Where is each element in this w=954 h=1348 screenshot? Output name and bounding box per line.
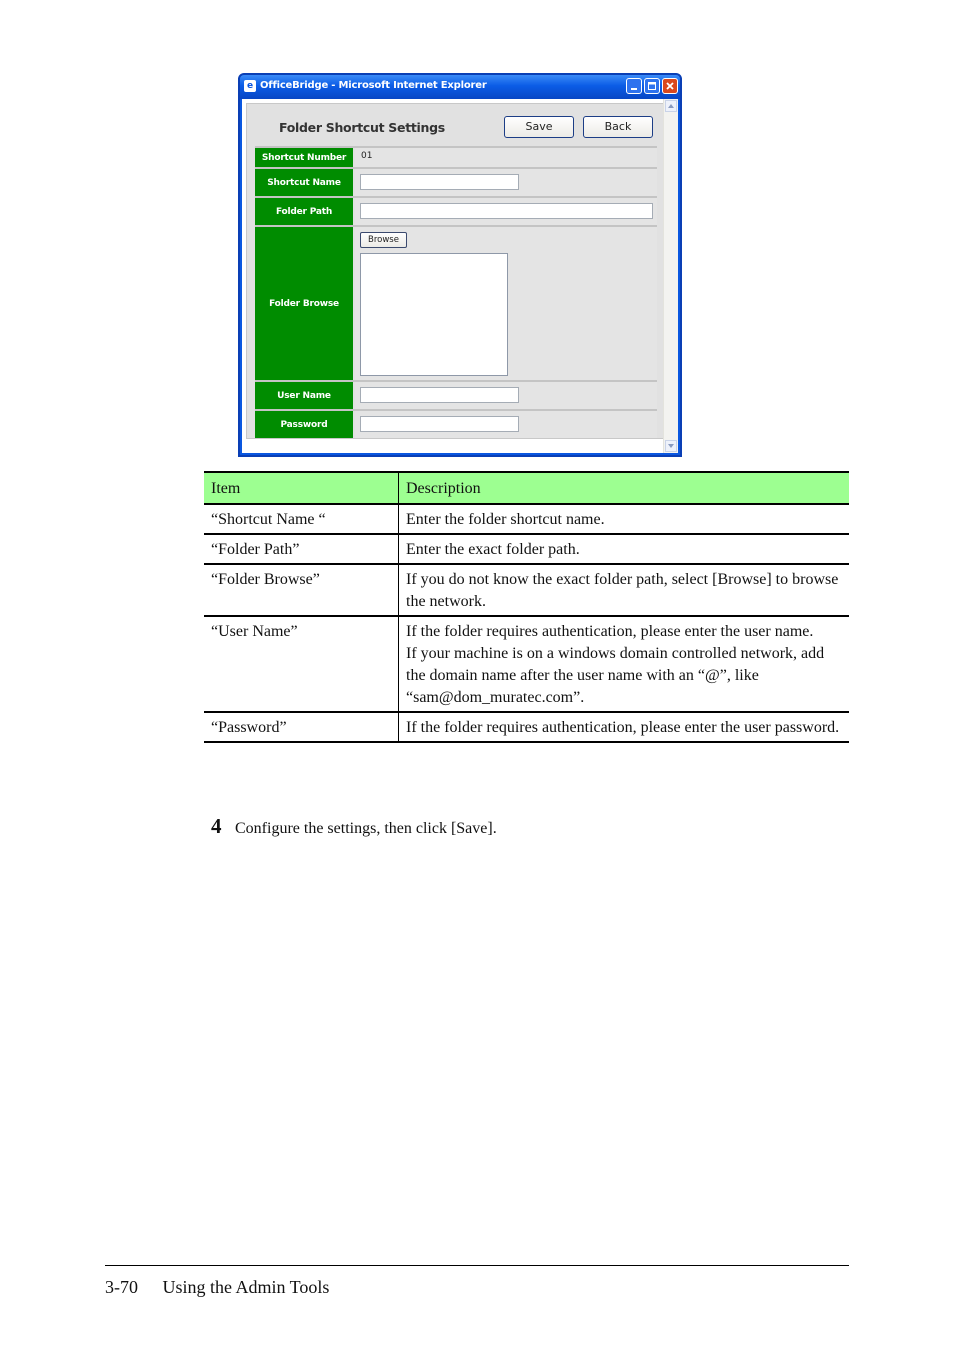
description-line: If the folder requires authentication, please enter the user name. xyxy=(406,623,814,640)
item-cell: “Folder Path” xyxy=(204,534,399,564)
table-row xyxy=(204,534,849,564)
row-shortcut-number xyxy=(255,148,657,167)
row-user-name xyxy=(255,382,657,409)
ie-icon: e xyxy=(244,80,256,92)
shortcut-name-input[interactable] xyxy=(360,174,519,190)
footer-divider xyxy=(105,1265,849,1266)
user-name-input[interactable] xyxy=(360,387,519,403)
browse-button[interactable]: Browse xyxy=(360,232,407,248)
description-table xyxy=(204,471,849,743)
step-number: 4 xyxy=(211,814,222,838)
description-line: If your machine is on a windows domain controlled network, add the domain name after the user name with an “@”, like “sam@dom_muratec.com”. xyxy=(406,645,825,706)
table-row xyxy=(204,564,849,616)
folder-tree-box[interactable] xyxy=(360,253,508,376)
vertical-scrollbar[interactable] xyxy=(663,99,678,453)
row-shortcut-name xyxy=(255,169,657,196)
scroll-up-icon[interactable] xyxy=(665,100,677,112)
folder-path-input[interactable] xyxy=(360,203,653,219)
folder-shortcut-form xyxy=(246,103,664,439)
title-bar xyxy=(240,75,680,99)
maximize-icon[interactable] xyxy=(644,78,660,94)
description-cell xyxy=(399,616,850,712)
browser-window xyxy=(238,73,682,457)
shortcut-number-label: Shortcut Number xyxy=(255,148,353,167)
close-icon[interactable] xyxy=(662,78,678,94)
page-number: 3-70 xyxy=(105,1277,138,1297)
row-folder-browse xyxy=(255,227,657,380)
item-cell: “Shortcut Name “ xyxy=(204,504,399,534)
table-row xyxy=(204,504,849,534)
save-button[interactable]: Save xyxy=(504,116,574,138)
description-line: Enter the folder shortcut name. xyxy=(406,511,605,528)
folder-browse-label: Folder Browse xyxy=(255,227,353,380)
table-header-row xyxy=(204,472,849,504)
item-cell: “Folder Browse” xyxy=(204,564,399,616)
description-line: Enter the exact folder path. xyxy=(406,541,580,558)
item-cell: “User Name” xyxy=(204,616,399,712)
minimize-icon[interactable] xyxy=(626,78,642,94)
description-cell xyxy=(399,534,850,564)
page-viewport xyxy=(242,99,678,453)
shortcut-number-value: 01 xyxy=(361,151,373,161)
description-cell xyxy=(399,564,850,616)
password-label: Password xyxy=(255,411,353,438)
folder-path-label: Folder Path xyxy=(255,198,353,225)
window-title: OfficeBridge - Microsoft Internet Explorer xyxy=(260,80,487,91)
item-cell: “Password” xyxy=(204,712,399,742)
description-line: If the folder requires authentication, please enter the user password. xyxy=(406,719,840,736)
shortcut-name-label: Shortcut Name xyxy=(255,169,353,196)
back-button[interactable]: Back xyxy=(583,116,653,138)
scroll-down-icon[interactable] xyxy=(665,440,677,452)
description-cell xyxy=(399,504,850,534)
step-text: Configure the settings, then click [Save]. xyxy=(235,820,497,837)
description-line: If you do not know the exact folder path, select [Browse] to browse the network. xyxy=(406,571,839,610)
page-footer xyxy=(105,1277,329,1298)
header-item: Item xyxy=(204,472,399,504)
user-name-label: User Name xyxy=(255,382,353,409)
form-title: Folder Shortcut Settings xyxy=(279,120,445,135)
step-instruction xyxy=(211,814,497,839)
table-row xyxy=(204,712,849,742)
row-folder-path xyxy=(255,198,657,225)
row-password xyxy=(255,411,657,438)
description-cell xyxy=(399,712,850,742)
table-row xyxy=(204,616,849,712)
password-input[interactable] xyxy=(360,416,519,432)
header-description: Description xyxy=(399,472,850,504)
section-title: Using the Admin Tools xyxy=(162,1277,330,1297)
